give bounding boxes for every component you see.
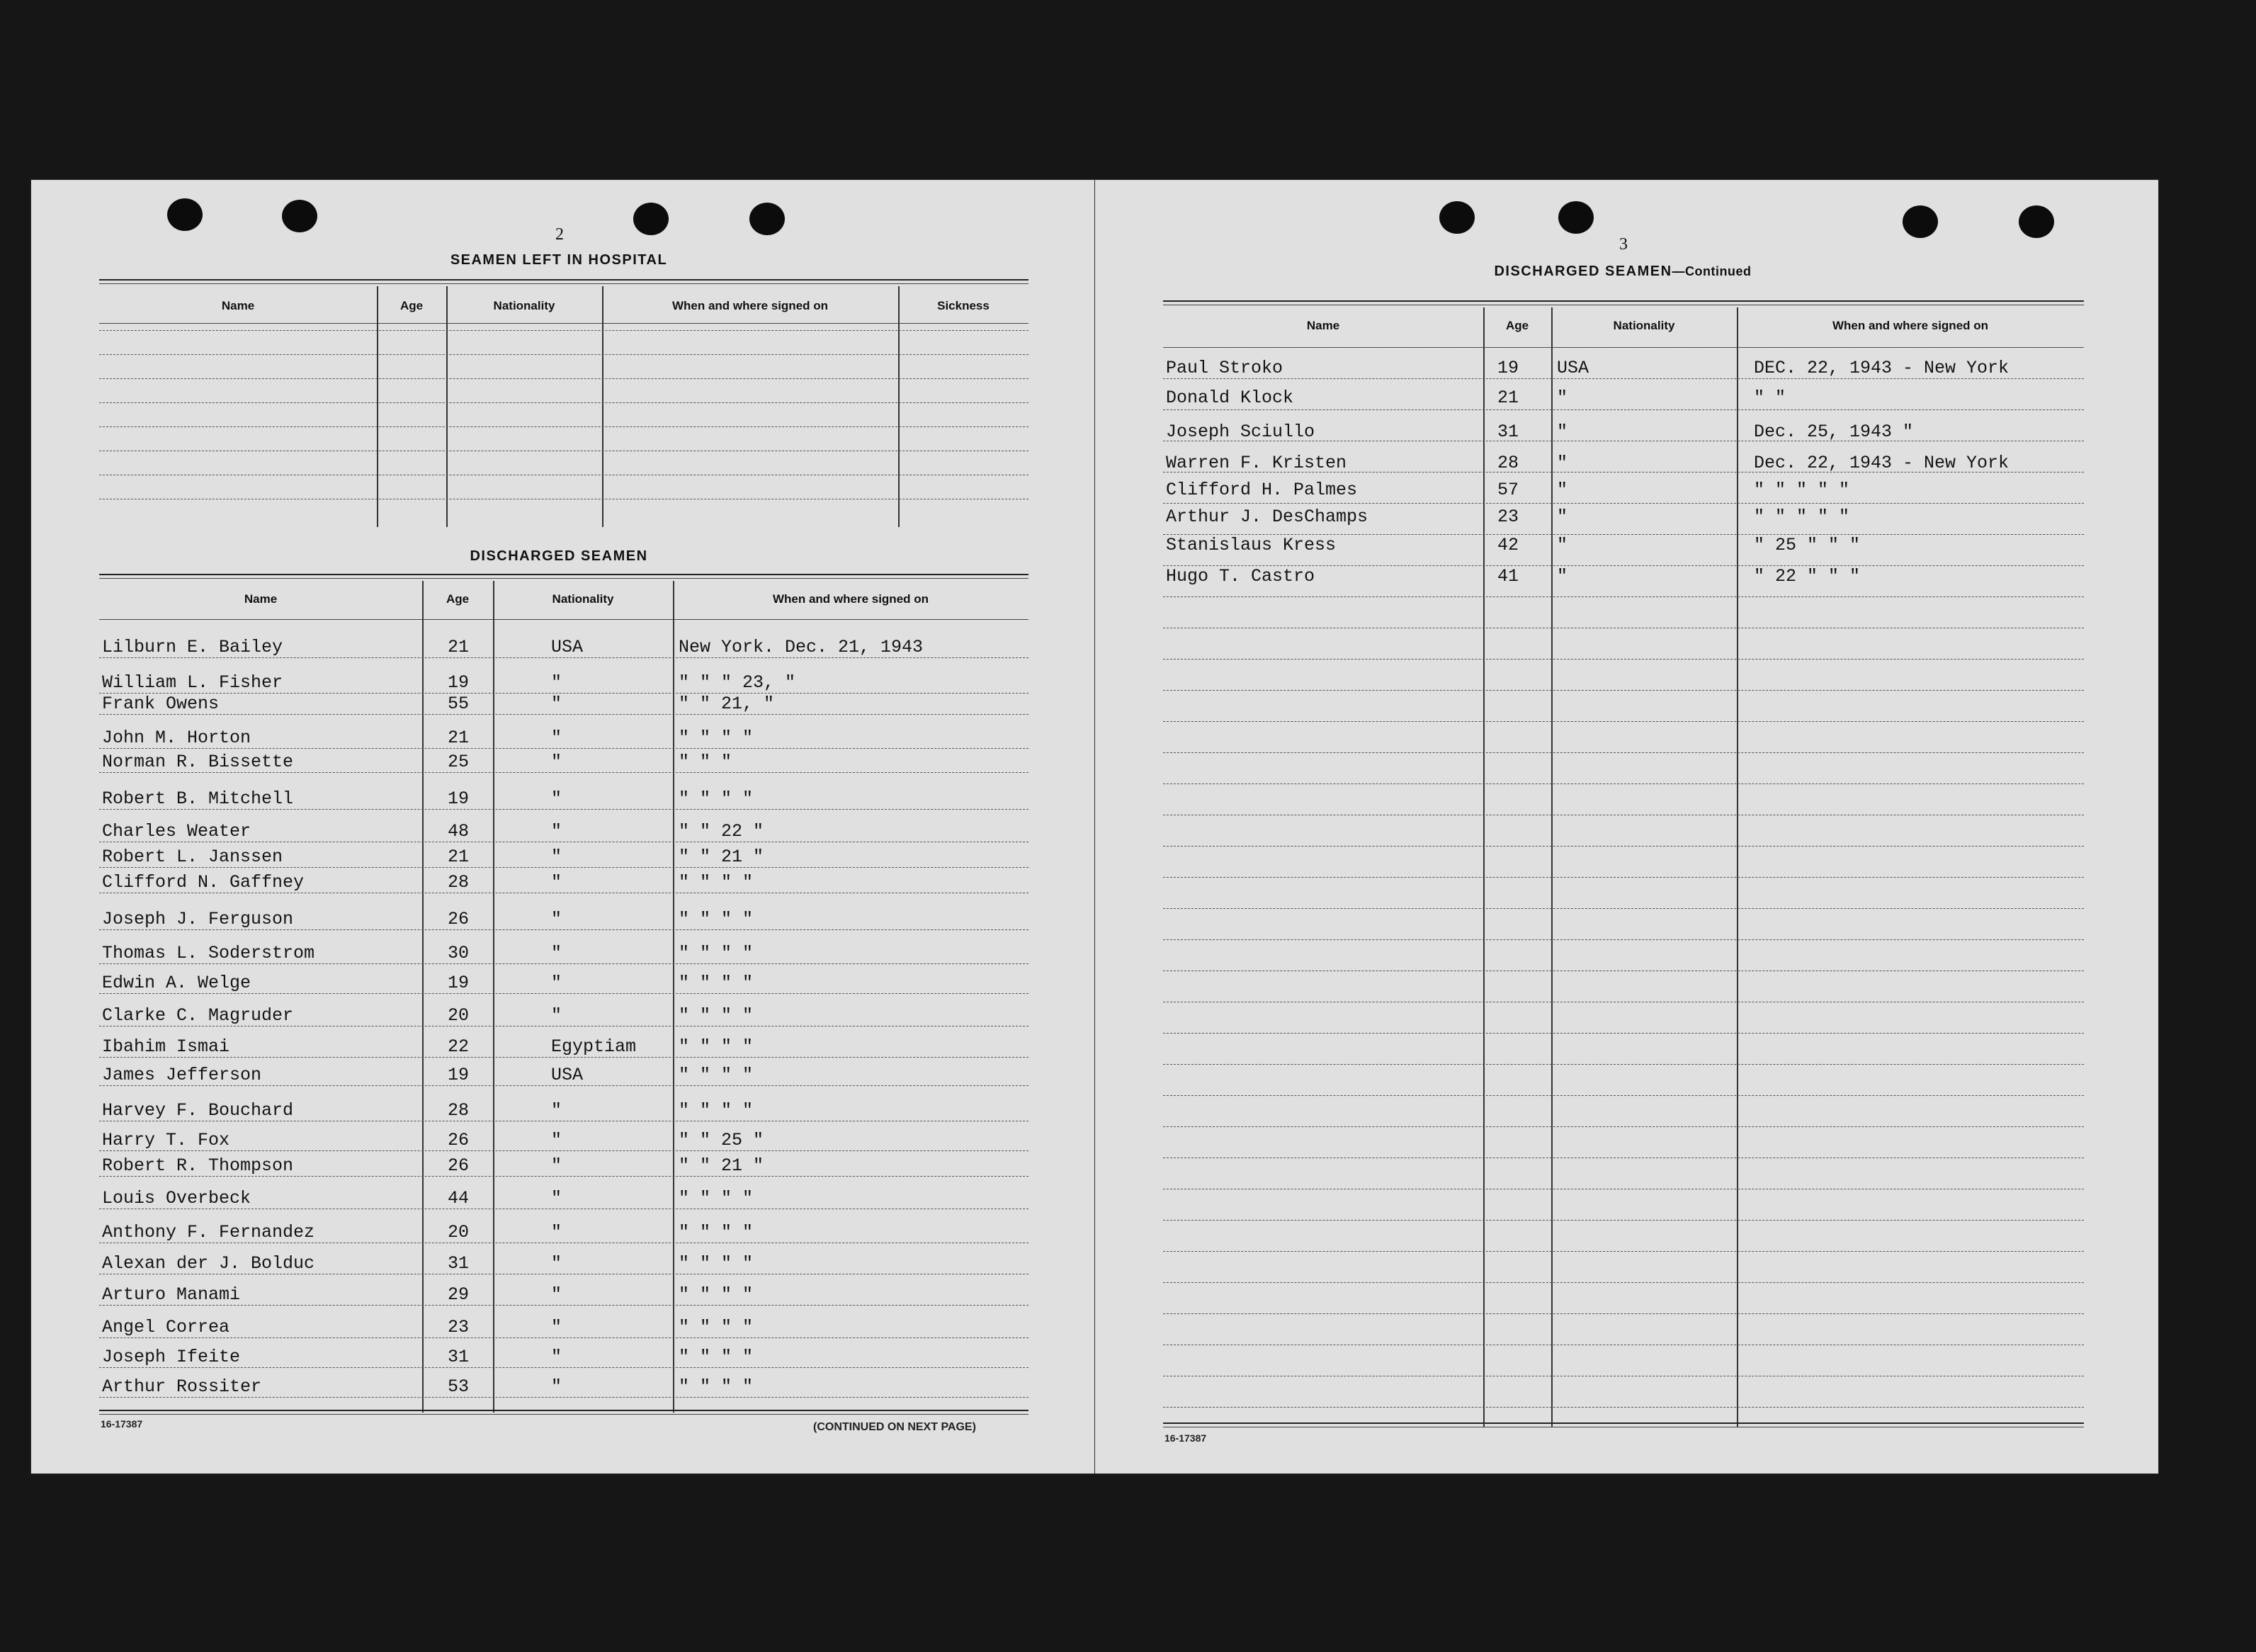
- column-header: Name: [1306, 319, 1340, 332]
- row-rule: [1163, 815, 2084, 816]
- row-rule: [99, 714, 1028, 715]
- cell-name: Thomas L. Soderstrom: [102, 943, 315, 963]
- table-bottom-rule: [99, 1410, 1028, 1411]
- cell-signed: " " " ": [679, 1376, 754, 1397]
- column-header: Name: [221, 299, 255, 312]
- cell-nat: ": [1557, 453, 1568, 473]
- cell-signed: " " 21 ": [679, 1155, 764, 1176]
- cell-age: 22: [448, 1036, 470, 1057]
- column-divider: [1737, 307, 1738, 1427]
- column-header: When and where signed on: [772, 592, 929, 606]
- row-rule: [99, 1057, 1028, 1058]
- row-rule: [99, 929, 1028, 931]
- cell-signed: " " " ": [679, 1317, 754, 1337]
- cell-name: Stanislaus Kress: [1166, 535, 1337, 555]
- cell-name: Hugo T. Castro: [1166, 566, 1315, 587]
- row-rule: [1163, 596, 2084, 598]
- cell-signed: " " 22 ": [679, 821, 764, 842]
- row-rule: [99, 963, 1028, 965]
- cell-signed: " " " ": [679, 1253, 754, 1274]
- cell-signed: " " " ": [679, 943, 754, 963]
- row-rule: [1163, 1282, 2084, 1284]
- cell-signed: " " " ": [679, 1284, 754, 1305]
- header-rule: [99, 578, 1028, 579]
- header-rule: [99, 574, 1028, 575]
- row-rule: [99, 426, 1028, 428]
- header-bottom-rule: [99, 619, 1028, 620]
- cell-signed: " " " ": [679, 1188, 754, 1209]
- row-rule: [99, 893, 1028, 894]
- header-rule: [1163, 300, 2084, 302]
- row-rule: [1163, 1064, 2084, 1065]
- binder-hole: [633, 203, 669, 235]
- row-rule: [99, 748, 1028, 749]
- column-header: Sickness: [937, 299, 990, 312]
- row-rule: [99, 475, 1028, 476]
- cell-signed: " " " ": [679, 1347, 754, 1367]
- cell-nat: Egyptiam: [551, 1036, 637, 1057]
- cell-age: 31: [448, 1347, 470, 1367]
- cell-nat: ": [551, 1347, 562, 1367]
- cell-nat: ": [551, 847, 562, 867]
- cell-age: 21: [448, 728, 470, 748]
- cell-nat: USA: [1557, 358, 1589, 378]
- row-rule: [99, 354, 1028, 356]
- cell-name: Arthur J. DesChamps: [1166, 507, 1368, 527]
- hospital-title: SEAMEN LEFT IN HOSPITAL: [450, 252, 668, 268]
- left-page: [31, 180, 1095, 1473]
- row-rule: [1163, 1033, 2084, 1034]
- column-divider: [493, 581, 494, 1413]
- cell-name: William L. Fisher: [102, 672, 283, 693]
- cell-signed: " " " ": [679, 1222, 754, 1243]
- cell-signed: " " " ": [679, 1036, 754, 1057]
- cell-nat: ": [551, 1100, 562, 1121]
- cell-name: Louis Overbeck: [102, 1188, 251, 1209]
- cell-nat: USA: [551, 637, 584, 657]
- page-number: 2: [555, 225, 564, 244]
- column-header: Nationality: [493, 299, 555, 312]
- cell-age: 28: [448, 872, 470, 893]
- header-rule: [99, 283, 1028, 284]
- row-rule: [99, 1085, 1028, 1087]
- binder-hole: [167, 198, 203, 231]
- cell-signed: Dec. 25, 1943 ": [1754, 422, 1914, 442]
- cell-name: Clifford H. Palmes: [1166, 480, 1358, 500]
- cell-age: 31: [448, 1253, 470, 1274]
- row-rule: [1163, 877, 2084, 878]
- cell-age: 20: [448, 1005, 470, 1026]
- cell-age: 21: [448, 847, 470, 867]
- row-rule: [99, 451, 1028, 452]
- row-rule: [1163, 846, 2084, 847]
- cell-age: 57: [1497, 480, 1519, 500]
- cell-name: Warren F. Kristen: [1166, 453, 1347, 473]
- cell-signed: " ": [1754, 387, 1786, 408]
- row-rule: [99, 772, 1028, 774]
- cell-name: Robert R. Thompson: [102, 1155, 294, 1176]
- cell-age: 28: [1497, 453, 1519, 473]
- binder-hole: [1903, 205, 1938, 238]
- column-divider: [1483, 307, 1485, 1427]
- cell-age: 19: [448, 973, 470, 993]
- row-rule: [99, 993, 1028, 995]
- cell-age: 21: [448, 637, 470, 657]
- continued-note: (CONTINUED ON NEXT PAGE): [813, 1421, 976, 1433]
- row-rule: [1163, 721, 2084, 723]
- cell-nat: ": [1557, 535, 1568, 555]
- cell-age: 55: [448, 694, 470, 714]
- cell-name: Edwin A. Welge: [102, 973, 251, 993]
- cell-age: 53: [448, 1376, 470, 1397]
- cell-nat: ": [551, 909, 562, 929]
- cell-nat: ": [551, 1376, 562, 1397]
- cell-signed: DEC. 22, 1943 - New York: [1754, 358, 2010, 378]
- cell-signed: " " " ": [679, 1065, 754, 1085]
- cell-signed: " " " ": [679, 728, 754, 748]
- column-header: Age: [399, 299, 424, 312]
- cell-signed: " " " ": [679, 1005, 754, 1026]
- cell-name: Arturo Manami: [102, 1284, 241, 1305]
- cell-signed: " " " ": [679, 973, 754, 993]
- form-number: 16-17387: [101, 1418, 143, 1430]
- row-rule: [99, 1274, 1028, 1275]
- cell-name: Ibahim Ismai: [102, 1036, 230, 1057]
- table-bottom-rule: [99, 1414, 1028, 1415]
- row-rule: [1163, 783, 2084, 785]
- cell-signed: " " " 23, ": [679, 672, 796, 693]
- cell-nat: ": [551, 728, 562, 748]
- cell-nat: ": [551, 1188, 562, 1209]
- cell-nat: ": [551, 1284, 562, 1305]
- form-number: 16-17387: [1164, 1432, 1207, 1444]
- row-rule: [99, 657, 1028, 659]
- cell-signed: " 22 " " ": [1754, 566, 1861, 587]
- row-rule: [99, 867, 1028, 869]
- column-header: Age: [446, 592, 470, 606]
- cell-age: 25: [448, 752, 470, 772]
- cell-name: Robert L. Janssen: [102, 847, 283, 867]
- column-divider: [602, 286, 603, 527]
- cell-nat: ": [551, 1317, 562, 1337]
- row-rule: [1163, 752, 2084, 754]
- row-rule: [1163, 628, 2084, 629]
- cell-age: 28: [448, 1100, 470, 1121]
- column-header: When and where signed on: [671, 299, 829, 312]
- cell-nat: ": [1557, 480, 1568, 500]
- cell-age: 44: [448, 1188, 470, 1209]
- column-header: Name: [244, 592, 278, 606]
- column-header: Age: [1505, 319, 1529, 332]
- right-page: [1095, 180, 2158, 1473]
- cell-nat: ": [551, 1005, 562, 1026]
- cell-name: Paul Stroko: [1166, 358, 1283, 378]
- cell-age: 21: [1497, 387, 1519, 408]
- cell-name: Robert B. Mitchell: [102, 788, 294, 809]
- cell-name: Norman R. Bissette: [102, 752, 294, 772]
- row-rule: [99, 693, 1028, 694]
- row-rule: [1163, 378, 2084, 380]
- cell-name: Joseph Sciullo: [1166, 422, 1315, 442]
- binder-hole: [282, 200, 317, 232]
- row-rule: [99, 1337, 1028, 1339]
- cell-age: 20: [448, 1222, 470, 1243]
- row-rule: [99, 1397, 1028, 1398]
- row-rule: [1163, 1313, 2084, 1315]
- row-rule: [99, 842, 1028, 843]
- cell-name: Frank Owens: [102, 694, 220, 714]
- discharged-title: DISCHARGED SEAMEN: [470, 548, 648, 564]
- cell-nat: ": [551, 752, 562, 772]
- page-number: 3: [1619, 235, 1628, 254]
- cell-age: 41: [1497, 566, 1519, 587]
- cell-age: 26: [448, 909, 470, 929]
- cell-name: Donald Klock: [1166, 387, 1294, 408]
- cell-name: Alexan der J. Bolduc: [102, 1253, 315, 1274]
- discharged-continued-title: [1435, 264, 1810, 280]
- row-rule: [1163, 690, 2084, 691]
- row-rule: [1163, 409, 2084, 411]
- cell-age: 29: [448, 1284, 470, 1305]
- column-divider: [377, 286, 378, 527]
- cell-name: Clifford N. Gaffney: [102, 872, 305, 893]
- cell-nat: ": [551, 1222, 562, 1243]
- cell-name: Lilburn E. Bailey: [102, 637, 283, 657]
- column-divider: [1551, 307, 1553, 1427]
- cell-signed: Dec. 22, 1943 - New York: [1754, 453, 2010, 473]
- cell-name: Joseph J. Ferguson: [102, 909, 294, 929]
- row-rule: [1163, 1126, 2084, 1128]
- cell-age: 19: [448, 1065, 470, 1085]
- row-rule: [1163, 1158, 2084, 1159]
- cell-signed: " " " ": [679, 872, 754, 893]
- cell-nat: ": [1557, 566, 1568, 587]
- cell-name: James Jefferson: [102, 1065, 262, 1085]
- cell-name: Angel Correa: [102, 1317, 230, 1337]
- row-rule: [1163, 1002, 2084, 1003]
- row-rule: [1163, 659, 2084, 660]
- row-rule: [99, 1026, 1028, 1027]
- row-rule: [99, 809, 1028, 810]
- cell-name: Charles Weater: [102, 821, 251, 842]
- cell-age: 19: [448, 672, 470, 693]
- cell-name: Clarke C. Magruder: [102, 1005, 294, 1026]
- row-rule: [99, 330, 1028, 332]
- row-rule: [99, 1305, 1028, 1306]
- row-rule: [1163, 1251, 2084, 1252]
- cell-signed: New York. Dec. 21, 1943: [679, 637, 924, 657]
- cell-nat: ": [551, 943, 562, 963]
- cell-age: 26: [448, 1155, 470, 1176]
- cell-name: John M. Horton: [102, 728, 251, 748]
- cell-signed: " " 21, ": [679, 694, 775, 714]
- binder-hole: [1558, 201, 1594, 234]
- row-rule: [1163, 347, 2084, 349]
- row-rule: [99, 1176, 1028, 1177]
- cell-signed: " " 25 ": [679, 1130, 764, 1150]
- cell-nat: ": [551, 1155, 562, 1176]
- header-bottom-rule: [99, 323, 1028, 324]
- cell-nat: ": [551, 872, 562, 893]
- cell-age: 19: [1497, 358, 1519, 378]
- row-rule: [1163, 1345, 2084, 1346]
- binder-hole: [2019, 205, 2054, 238]
- row-rule: [99, 499, 1028, 500]
- row-rule: [99, 1150, 1028, 1152]
- row-rule: [1163, 1095, 2084, 1097]
- cell-signed: " 25 " " ": [1754, 535, 1861, 555]
- row-rule: [99, 1243, 1028, 1244]
- cell-nat: ": [1557, 387, 1568, 408]
- cell-nat: ": [551, 694, 562, 714]
- row-rule: [99, 1209, 1028, 1210]
- cell-age: 23: [448, 1317, 470, 1337]
- row-rule: [99, 402, 1028, 404]
- cell-name: Harvey F. Bouchard: [102, 1100, 294, 1121]
- row-rule: [1163, 1220, 2084, 1221]
- cell-nat: ": [551, 672, 562, 693]
- row-rule: [1163, 503, 2084, 504]
- row-rule: [99, 1121, 1028, 1122]
- cell-nat: ": [1557, 507, 1568, 527]
- column-header: Nationality: [552, 592, 614, 606]
- cell-signed: " " " ": [679, 788, 754, 809]
- cell-age: 23: [1497, 507, 1519, 527]
- column-divider: [422, 581, 424, 1413]
- cell-signed: " " " " ": [1754, 507, 1850, 527]
- cell-nat: ": [551, 1253, 562, 1274]
- cell-name: Anthony F. Fernandez: [102, 1222, 315, 1243]
- cell-signed: " " ": [679, 752, 732, 772]
- row-rule: [1163, 939, 2084, 941]
- cell-nat: USA: [551, 1065, 584, 1085]
- row-rule: [1163, 908, 2084, 910]
- cell-age: 48: [448, 821, 470, 842]
- row-rule: [99, 1367, 1028, 1369]
- row-rule: [1163, 1407, 2084, 1408]
- table-bottom-rule: [1163, 1422, 2084, 1424]
- cell-nat: ": [551, 788, 562, 809]
- row-rule: [1163, 1189, 2084, 1190]
- cell-name: Harry T. Fox: [102, 1130, 230, 1150]
- cell-age: 30: [448, 943, 470, 963]
- cell-age: 42: [1497, 535, 1519, 555]
- title-text: DISCHARGED SEAMEN: [1494, 264, 1672, 279]
- cell-signed: " " " " ": [1754, 480, 1850, 500]
- cell-signed: " " " ": [679, 1100, 754, 1121]
- title-suffix: —Continued: [1672, 264, 1752, 278]
- row-rule: [1163, 971, 2084, 972]
- cell-age: 31: [1497, 422, 1519, 442]
- row-rule: [99, 378, 1028, 380]
- cell-nat: ": [1557, 422, 1568, 442]
- binder-hole: [749, 203, 785, 235]
- cell-nat: ": [551, 1130, 562, 1150]
- cell-signed: " " 21 ": [679, 847, 764, 867]
- row-rule: [1163, 1376, 2084, 1377]
- column-divider: [898, 286, 900, 527]
- header-rule: [99, 279, 1028, 281]
- cell-name: Arthur Rossiter: [102, 1376, 262, 1397]
- column-divider: [446, 286, 448, 527]
- cell-name: Joseph Ifeite: [102, 1347, 241, 1367]
- cell-signed: " " " ": [679, 909, 754, 929]
- column-divider: [673, 581, 674, 1413]
- cell-nat: ": [551, 973, 562, 993]
- cell-nat: ": [551, 821, 562, 842]
- column-header: Nationality: [1613, 319, 1675, 332]
- cell-age: 26: [448, 1130, 470, 1150]
- cell-age: 19: [448, 788, 470, 809]
- binder-hole: [1439, 201, 1475, 234]
- column-header: When and where signed on: [1832, 319, 1989, 332]
